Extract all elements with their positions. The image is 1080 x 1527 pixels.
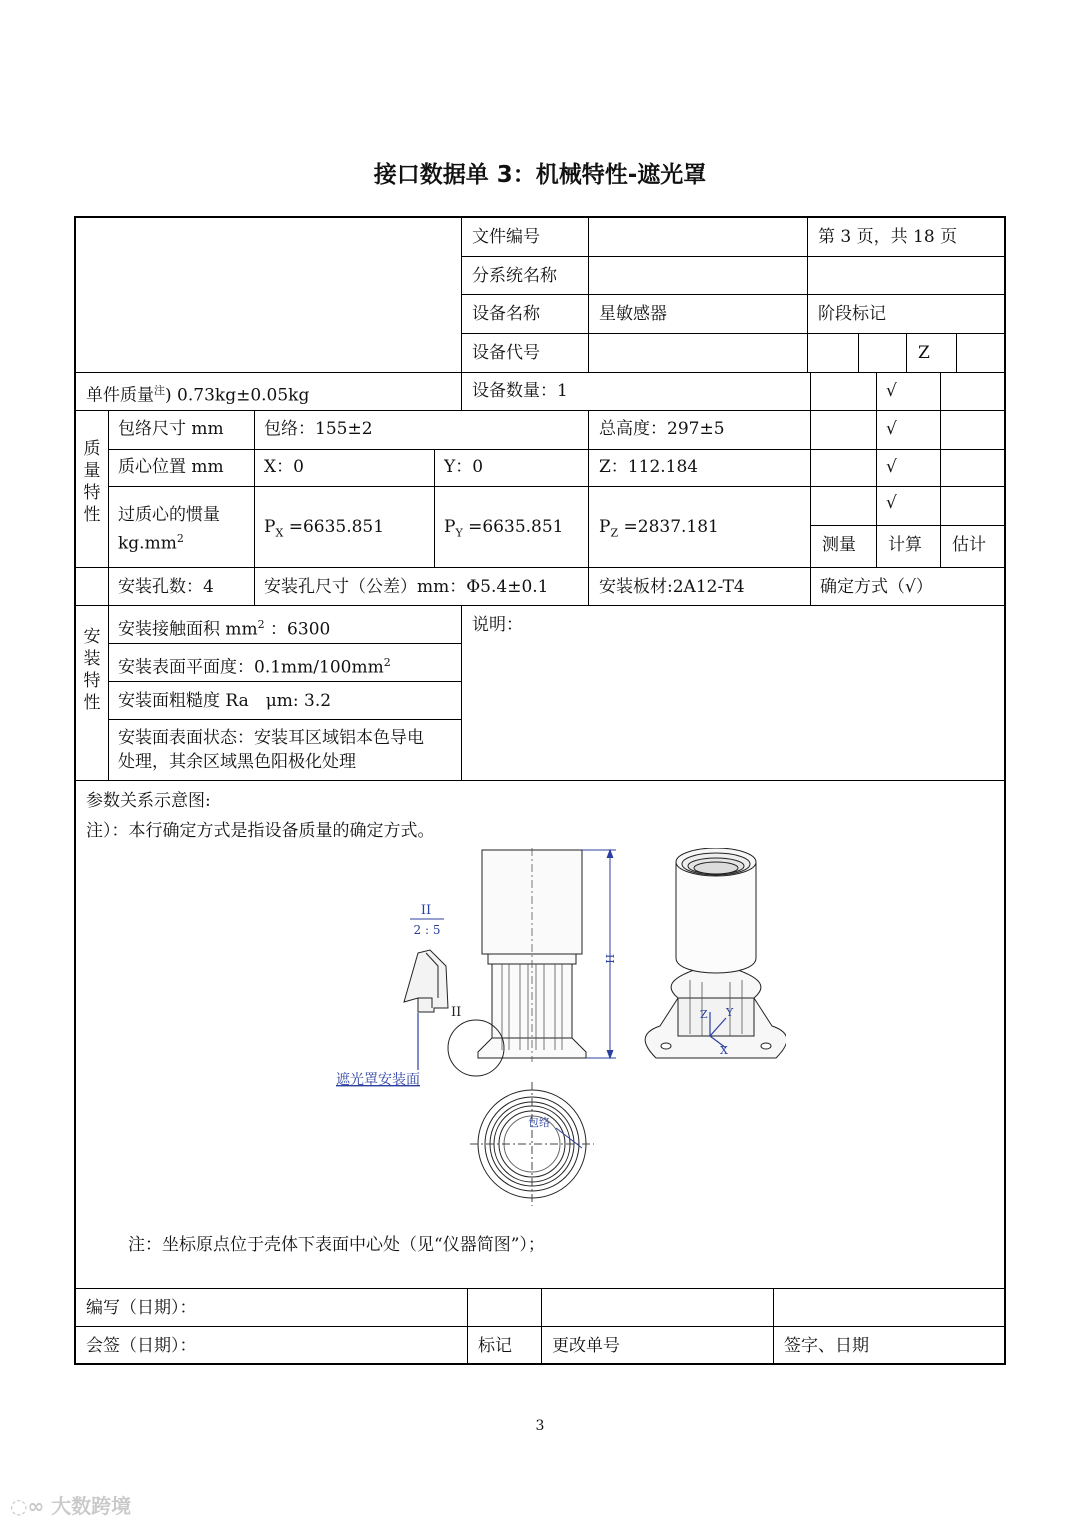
device-name-value: 星敏感器 [599,304,667,324]
signature-date-label: 签字、日期 [784,1336,869,1356]
subsystem-label: 分系统名称 [472,266,557,286]
lens-hood-drawing [306,848,786,1218]
check-mark: √ [886,457,897,477]
check-mark: √ [886,493,897,513]
mark-label: 标记 [478,1336,512,1356]
watermark: ◌∞ 大数跨境 [10,1494,132,1518]
method-measure: 测量 [822,535,856,555]
height-label: H [603,954,616,964]
diagram-note-bottom: 注：坐标原点位于壳体下表面中心处（见“仪器简图”）； [128,1235,545,1255]
axis-z: Z [700,1008,708,1021]
plate-material: 安装板材:2A12-T4 [599,577,745,597]
diagram-heading: 参数关系示意图: [86,791,211,811]
page-info: 第 3 页，共 18 页 [818,227,958,247]
inertia-label: 过质心的惯量 [118,505,220,525]
device-count: 设备数量：1 [472,381,568,401]
install-group-label: 安 装 特 性 [83,627,101,713]
stage-mark: Z [918,343,930,363]
logo-icon: ◌∞ [10,1494,52,1518]
total-height: 总高度：297±5 [599,419,725,439]
file-no-label: 文件编号 [472,227,540,247]
hole-count: 安装孔数：4 [118,577,214,597]
unit-mass: 单件质量$^注$) 0.73kg±0.05kg [86,384,310,406]
detail-scale: 2 : 5 [413,923,441,937]
detail-ref: II [451,1005,462,1020]
stage-label: 阶段标记 [818,304,886,324]
device-code-label: 设备代号 [472,343,540,363]
cg-label: 质心位置 mm [118,457,224,477]
method-calc: 计算 [888,535,922,555]
bottom-view [470,1082,594,1206]
mount-face-label: 遮光罩安装面 [336,1072,420,1088]
envelope-value: 包络：155±2 [264,419,373,439]
install-note-label: 说明： [472,615,523,635]
page-title: 接口数据单 3：机械特性-遮光罩 [373,162,707,188]
determine-method: 确定方式（√） [820,577,933,597]
cg-z: Z：112.184 [599,457,699,477]
mass-props-group-label: 质 量 特 性 [83,439,101,525]
cg-y: Y：0 [444,457,484,477]
surface-state-line2: 处理，其余区域黑色阳极化处理 [118,752,356,772]
envelope-label: 包络 [528,1116,550,1129]
device-name-label: 设备名称 [472,304,540,324]
inertia-px: $P_X =6635.851$ [264,517,385,540]
check-mark: √ [886,381,897,401]
author-date: 编写（日期）： [86,1298,197,1318]
envelope-label: 包络尺寸 mm [118,419,224,439]
detail-label: II [420,903,432,918]
countersign-date: 会签（日期）： [86,1336,197,1356]
isometric-view [645,848,786,1058]
flatness: 安装表面平面度：$0.1mm/100mm^2$ [118,656,391,678]
hole-size: 安装孔尺寸（公差）mm：Φ5.4±0.1 [264,577,549,597]
inertia-py: $P_Y =6635.851$ [444,517,564,540]
diagram-note-top: 注）：本行确定方式是指设备质量的确定方式。 [86,821,435,841]
roughness: 安装面粗糙度 Ra μm: 3.2 [118,691,332,711]
page-number: 3 [535,1418,545,1434]
axis-y: Y [726,1006,734,1019]
contact-area: 安装接触面积 $mm^2$ ：6300 [118,618,331,640]
axis-x: X [720,1044,728,1057]
interface-data-sheet [74,216,1006,1365]
inertia-pz: $P_Z =2837.181$ [599,517,719,540]
surface-state-line1: 安装面表面状态：安装耳区域铝本色导电 [118,728,424,748]
method-estimate: 估计 [952,535,986,555]
inertia-unit: $kg.mm^2$ [118,532,184,554]
change-no-label: 更改单号 [552,1336,620,1356]
check-mark: √ [886,419,897,439]
detail-section [404,950,448,1012]
cg-x: X：0 [264,457,304,477]
